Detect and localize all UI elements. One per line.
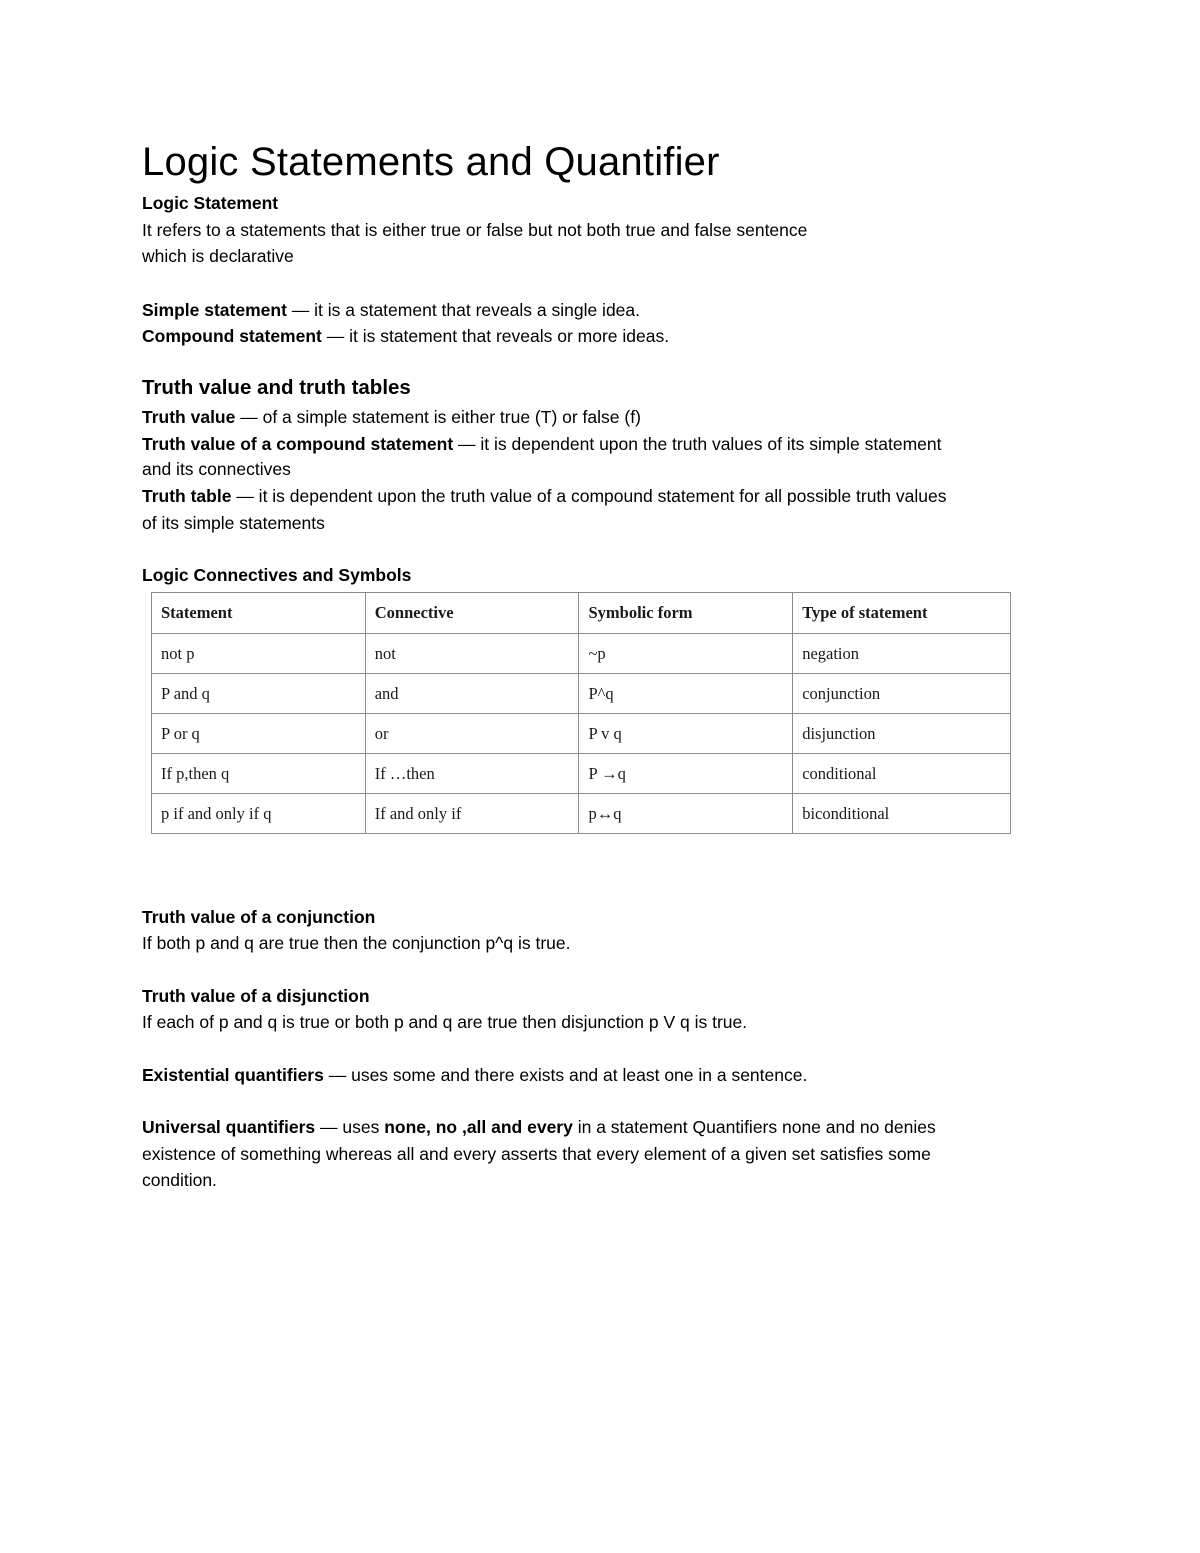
simple-statement-text: — it is a statement that reveals a single idea. [286, 300, 640, 320]
table-cell: If p,then q [152, 754, 366, 794]
table-cell: ~p [579, 634, 793, 674]
universal-line2: existence of something whereas all and every asserts that every element of a given set satisfies some [142, 1144, 931, 1164]
truth-value-heading: Truth value and truth tables [142, 376, 411, 399]
conjunction-text: If both p and q are true then the conjunction p^q is true. [142, 933, 571, 953]
table-row [152, 754, 1011, 794]
table-cell: and [365, 674, 579, 714]
simple-statement-term: Simple statement [142, 300, 287, 320]
table-header-row [152, 593, 1011, 634]
truth-value-text: — of a simple statement is either true (T) or false (f) [235, 407, 641, 427]
logic-statement-heading: Logic Statement [142, 193, 279, 213]
table-cell: conjunction [793, 674, 1011, 714]
disjunction-text: If each of p and q is true or both p and q are true then disjunction p V q is true. [142, 1012, 748, 1032]
existential-text: — uses some and there exists and at least one in a sentence. [323, 1065, 808, 1085]
header-symbolic-form: Symbolic form [579, 593, 793, 634]
universal-line3: condition. [142, 1170, 217, 1190]
universal-mid: — uses [315, 1117, 385, 1137]
truth-value-compound-text: — it is dependent upon the truth values of its simple statement [453, 434, 942, 454]
table-cell: P →q [579, 754, 793, 794]
conjunction-heading: Truth value of a conjunction [142, 907, 376, 927]
table-cell: P or q [152, 714, 366, 754]
header-statement: Statement [152, 593, 366, 634]
table-row [152, 714, 1011, 754]
truth-value-compound-term: Truth value of a compound statement [142, 434, 454, 454]
header-connective: Connective [365, 593, 579, 634]
universal-bold-words: none, no ,all and every [384, 1117, 573, 1137]
truth-table-term: Truth table [142, 486, 232, 506]
table-row [152, 794, 1011, 834]
connectives-table [151, 592, 1011, 834]
table-cell: If and only if [365, 794, 579, 834]
existential-def [142, 1062, 807, 1088]
logic-statement-def-line1: It refers to a statements that is either true or false but not both true and false sentence [142, 220, 808, 240]
table-cell: negation [793, 634, 1011, 674]
table-cell: disjunction [793, 714, 1011, 754]
table-row [152, 674, 1011, 714]
table-cell: p↔q [579, 794, 793, 834]
table-cell: or [365, 714, 579, 754]
table-row [152, 634, 1011, 674]
header-type-of-statement: Type of statement [793, 593, 1011, 634]
compound-statement-def [142, 323, 669, 349]
existential-term: Existential quantifiers [142, 1065, 324, 1085]
universal-term: Universal quantifiers [142, 1117, 316, 1137]
truth-value-term: Truth value [142, 407, 236, 427]
table-cell: biconditional [793, 794, 1011, 834]
table-cell: p if and only if q [152, 794, 366, 834]
table-cell: conditional [793, 754, 1011, 794]
table-cell: P v q [579, 714, 793, 754]
compound-statement-term: Compound statement [142, 326, 322, 346]
table-cell: P and q [152, 674, 366, 714]
truth-table-line2: of its simple statements [142, 513, 325, 533]
simple-statement-def [142, 297, 640, 323]
page-title: Logic Statements and Quantifier [142, 140, 720, 184]
universal-def [142, 1114, 936, 1140]
truth-value-compound-line2: and its connectives [142, 459, 291, 479]
table-cell: If …then [365, 754, 579, 794]
truth-value-compound-def [142, 431, 941, 457]
disjunction-heading: Truth value of a disjunction [142, 986, 370, 1006]
truth-table-text: — it is dependent upon the truth value of a compound statement for all possible truth values [231, 486, 947, 506]
table-cell: not p [152, 634, 366, 674]
universal-rest: in a statement Quantifiers none and no denies [572, 1117, 936, 1137]
logic-statement-def-line2: which is declarative [142, 246, 294, 266]
connectives-heading: Logic Connectives and Symbols [142, 565, 412, 585]
table-cell: not [365, 634, 579, 674]
truth-table-def [142, 483, 946, 509]
truth-value-def [142, 404, 641, 430]
table-cell: P^q [579, 674, 793, 714]
compound-statement-text: — it is statement that reveals or more ideas. [321, 326, 670, 346]
